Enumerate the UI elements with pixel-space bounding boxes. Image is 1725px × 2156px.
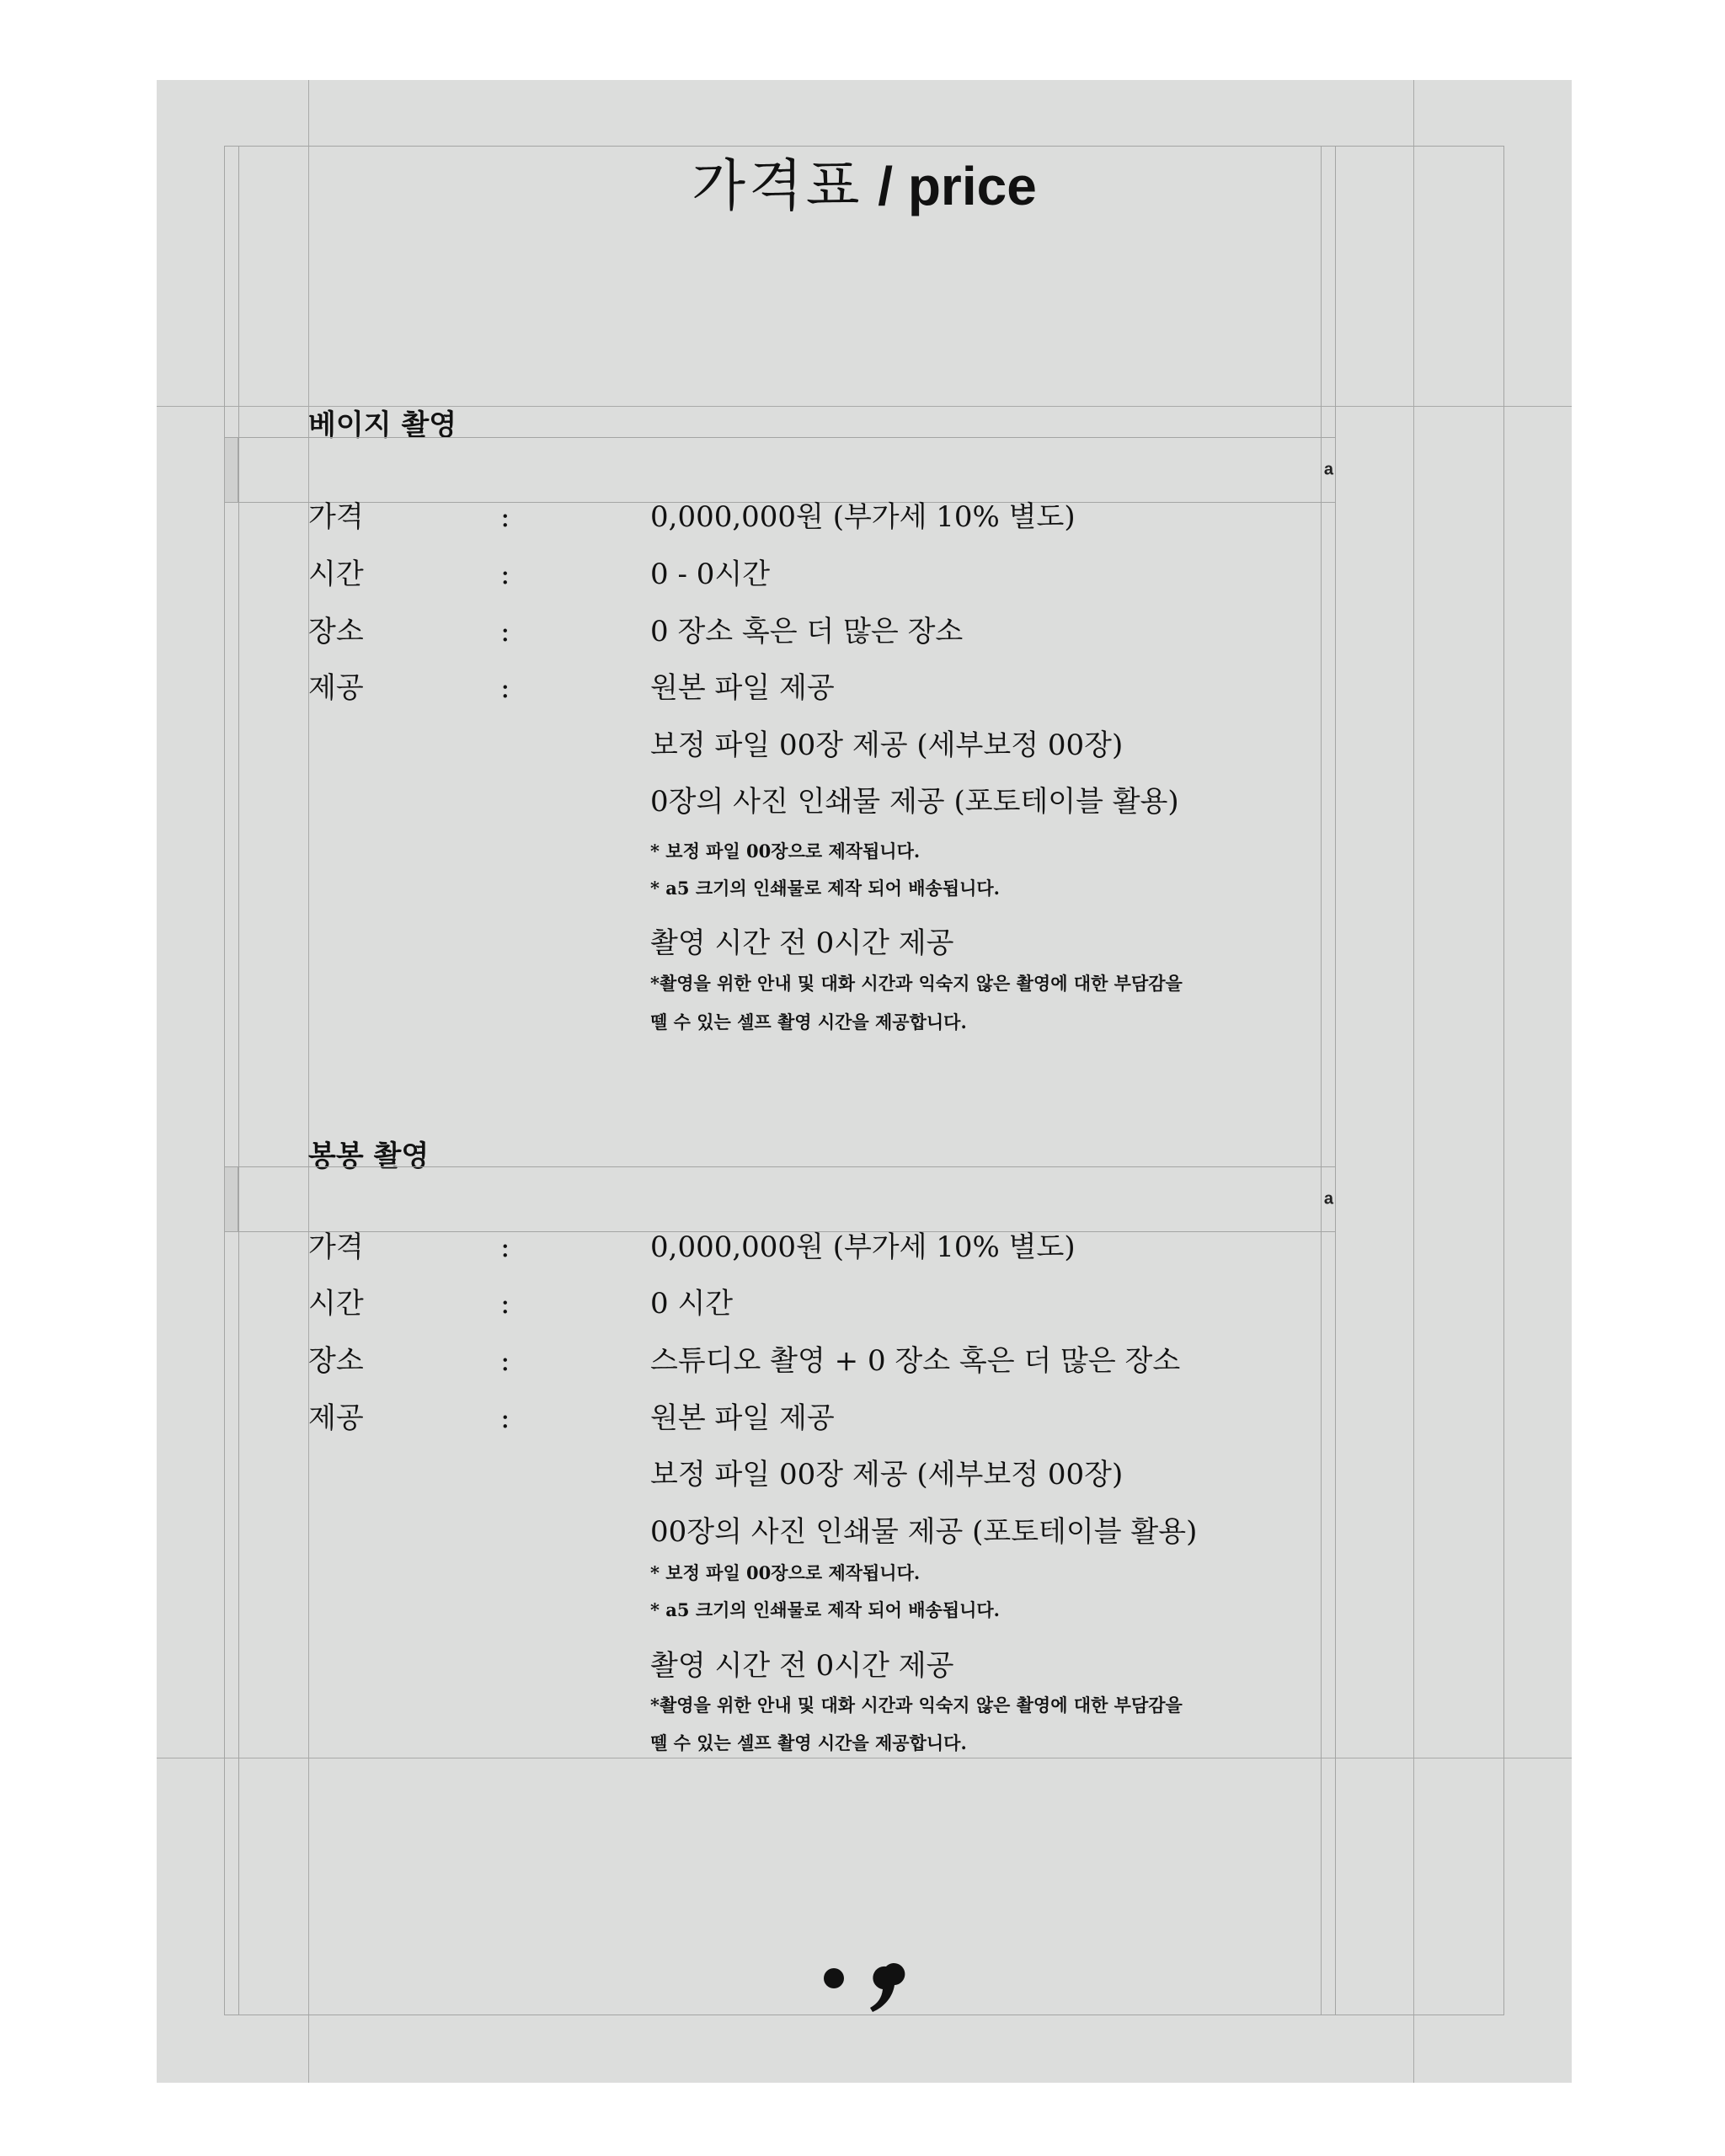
section-heading-beige: 베이지 촬영	[308, 408, 457, 442]
provide-item: 00장의 사진 인쇄물 제공 (포토테이블 활용)	[650, 1515, 1198, 1549]
dot-comma-logo	[814, 1948, 915, 2032]
self-time: 촬영 시간 전 0시간 제공	[650, 926, 954, 960]
self-note: 뗄 수 있는 셀프 촬영 시간을 제공합니다.	[650, 1011, 967, 1033]
frame-marker: a	[1323, 1189, 1333, 1209]
row-label-place: 장소	[308, 1344, 364, 1378]
row-value-provide: 원본 파일 제공	[650, 671, 835, 705]
row-label-provide: 제공	[308, 671, 364, 705]
row-colon: :	[500, 1401, 510, 1435]
row-value-provide: 원본 파일 제공	[650, 1401, 835, 1435]
self-note: 뗄 수 있는 셀프 촬영 시간을 제공합니다.	[650, 1732, 967, 1753]
frame-marker: a	[1323, 460, 1333, 479]
row-label-price: 가격	[308, 1230, 364, 1264]
provide-item: 보정 파일 00장 제공 (세부보정 00장)	[650, 1458, 1124, 1492]
row-colon: :	[500, 500, 510, 534]
self-note: *촬영을 위한 안내 및 대화 시간과 익숙지 않은 촬영에 대한 부담감을	[650, 973, 1183, 994]
artboard	[157, 80, 1572, 2083]
row-label-time: 시간	[308, 558, 364, 591]
print-note: * 보정 파일 00장으로 제작됩니다.	[650, 841, 921, 862]
provide-item: 0장의 사진 인쇄물 제공 (포토테이블 활용)	[650, 785, 1179, 819]
text-frame-bar	[224, 1166, 1336, 1232]
print-note: * a5 크기의 인쇄물로 제작 되어 배송됩니다.	[650, 878, 1000, 899]
row-label-place: 장소	[308, 615, 364, 648]
row-colon: :	[500, 1230, 510, 1264]
row-value-time: 0 - 0시간	[650, 558, 771, 591]
page-title	[157, 141, 1572, 221]
row-label-provide: 제공	[308, 1401, 364, 1435]
row-label-price: 가격	[308, 500, 364, 534]
left-column-strip	[224, 146, 239, 2015]
logo-comma	[870, 1963, 905, 2012]
title-separator: /	[862, 156, 908, 216]
title-korean: 가격표	[692, 153, 863, 218]
print-note: * 보정 파일 00장으로 제작됩니다.	[650, 1562, 921, 1583]
row-colon: :	[500, 1344, 510, 1378]
self-time: 촬영 시간 전 0시간 제공	[650, 1649, 954, 1683]
row-value-time: 0 시간	[650, 1287, 734, 1321]
row-colon: :	[500, 1287, 510, 1321]
row-value-price: 0,000,000원 (부가세 10% 별도)	[650, 1230, 1076, 1264]
print-note: * a5 크기의 인쇄물로 제작 되어 배송됩니다.	[650, 1599, 1000, 1620]
row-label-time: 시간	[308, 1287, 364, 1321]
row-value-place: 0 장소 혹은 더 많은 장소	[650, 615, 964, 648]
logo-dot	[824, 1968, 844, 1988]
row-colon: :	[500, 558, 510, 591]
frame-handle	[225, 438, 238, 502]
provide-item: 보정 파일 00장 제공 (세부보정 00장)	[650, 728, 1124, 762]
row-colon: :	[500, 615, 510, 648]
frame-handle	[225, 1167, 238, 1231]
row-colon: :	[500, 671, 510, 705]
self-note: *촬영을 위한 안내 및 대화 시간과 익숙지 않은 촬영에 대한 부담감을	[650, 1694, 1183, 1716]
row-value-price: 0,000,000원 (부가세 10% 별도)	[650, 500, 1076, 534]
section-heading-bongbong: 봉봉 촬영	[308, 1139, 430, 1173]
row-value-place: 스튜디오 촬영 + 0 장소 혹은 더 많은 장소	[650, 1344, 1181, 1378]
title-english: price	[907, 156, 1037, 216]
text-frame-bar	[224, 437, 1336, 503]
right-column-strip	[1321, 146, 1336, 2015]
